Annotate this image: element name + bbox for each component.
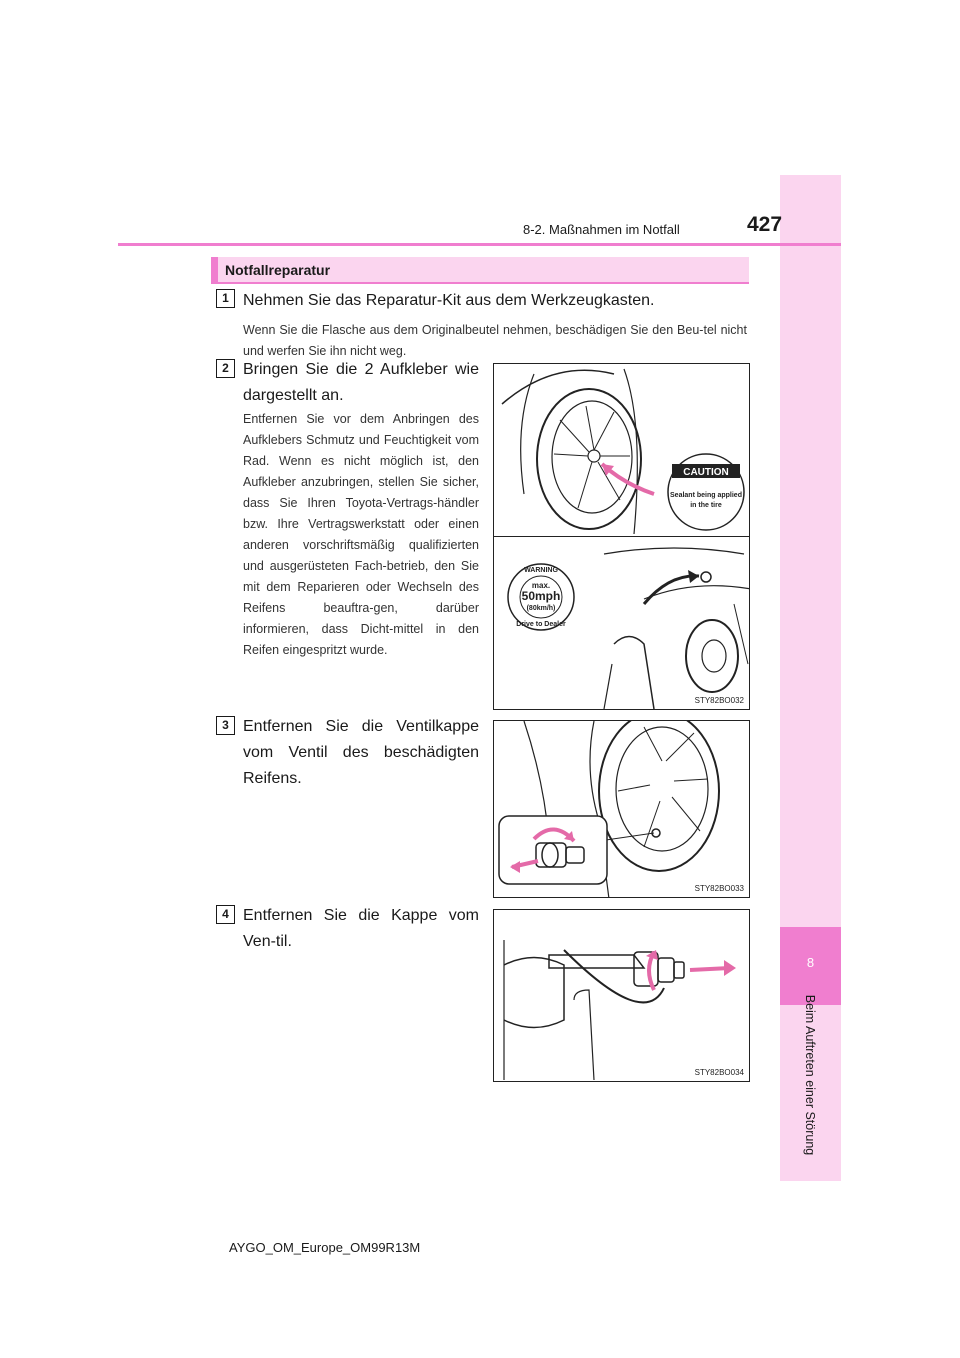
- step-number-3: 3: [216, 716, 235, 735]
- header-rule: [118, 243, 841, 246]
- step-1-text: Nehmen Sie das Reparatur-Kit aus dem Werkzeugkasten.: [243, 292, 655, 309]
- step-1-note: Wenn Sie die Flasche aus dem Originalbeutel nehmen, beschädigen Sie den Beu-tel nicht und werfen Sie ihn nicht weg.: [243, 323, 747, 358]
- warning-kmh: (80km/h): [526, 605, 556, 612]
- warning-speed: 50mph: [521, 589, 561, 603]
- sticker-illustration: [494, 364, 750, 710]
- step-2-text: Bringen Sie die 2 Aufkleber wie dargestellt an.: [243, 361, 479, 404]
- caution-line-1: Sealant being applied: [670, 492, 742, 499]
- step-3-text: Entfernen Sie die Ventilkappe vom Ventil des beschädigten Reifens.: [243, 718, 479, 787]
- caution-title: CAUTION: [683, 467, 729, 478]
- valve-cap-illustration: [494, 721, 750, 898]
- page-number: 427: [747, 213, 783, 236]
- figure-code: STY82BO034: [694, 1068, 744, 1077]
- page-title: Notfallreparatur: [225, 262, 331, 278]
- warning-bottom: Drive to Dealer: [516, 621, 566, 628]
- hose-cap-illustration: [494, 910, 750, 1082]
- step-number-1: 1: [216, 289, 235, 308]
- section-label: 8-2. Maßnahmen im Notfall: [523, 222, 680, 237]
- figure-code: STY82BO033: [694, 884, 744, 893]
- caution-line-2: in the tire: [690, 502, 722, 509]
- figure-stickers: [493, 363, 750, 710]
- title-accent: [211, 257, 218, 284]
- warning-max: max.: [531, 581, 551, 590]
- chapter-title: Beim Auftreten einer Störung: [803, 994, 817, 1156]
- figure-code: STY82BO032: [694, 696, 744, 705]
- chapter-number: 8: [806, 955, 815, 970]
- step-2-note: Entfernen Sie vor dem Anbringen des Aufklebers Schmutz und Feuchtigkeit vom Rad. Wenn es nicht möglich ist, den Aufkleber anzubringen, stellen Sie sicher, dass Sie Ihren Toyota-Vertrags-händler bzw. Ihre Vertragswerkstatt oder einen anderen vorschriftsmäßig qualifizierten und ausgerüsteten Fach-betrieb, den Sie mit dem Reparieren oder Wechseln des Reifens beauftra-gen, darüber informieren, dass Dicht-mittel in den Reifen eingespritzt wurde.: [243, 412, 479, 657]
- warning-title: WARNING: [524, 567, 558, 574]
- step-number-4: 4: [216, 905, 235, 924]
- figure-hose-cap: [493, 909, 750, 1082]
- figure-valve-cap: [493, 720, 750, 898]
- step-number-2: 2: [216, 359, 235, 378]
- step-4-text: Entfernen Sie die Kappe vom Ven-til.: [243, 907, 479, 950]
- document-code: AYGO_OM_Europe_OM99R13M: [229, 1240, 421, 1255]
